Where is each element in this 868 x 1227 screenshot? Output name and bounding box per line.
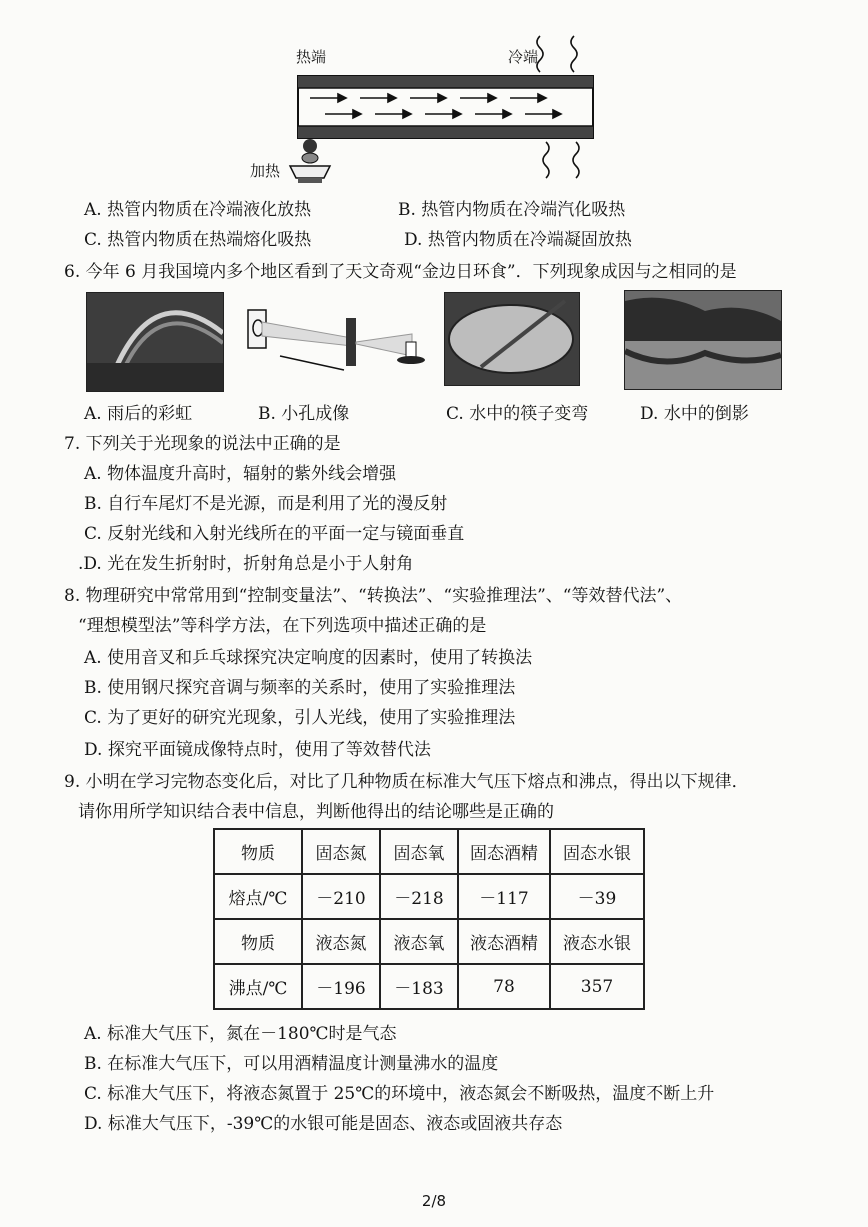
table-cell: 液态水银 [550,919,644,964]
table-cell: 357 [550,964,644,1009]
table-cell: 沸点/℃ [214,964,302,1009]
table-cell: 液态氧 [380,919,458,964]
q6-option-b: B. 小孔成像 [258,404,350,424]
heat-label: 加热 [250,162,281,180]
table-cell: 固态氧 [380,829,458,874]
pinhole-imaging-image [240,300,440,382]
q7-option-d: .D. 光在发生折射时，折射角总是小于人射角 [78,554,414,574]
q5-option-c: C. 热管内物质在热端熔化吸热 [84,230,312,250]
q6-option-a: A. 雨后的彩虹 [84,404,193,424]
q9-option-c: C. 标准大气压下，将液态氮置于 25℃的环境中，液态氮会不断吸热，温度不断上升 [84,1084,715,1104]
q8-option-b: B. 使用钢尺探究音调与频率的关系时，使用了实验推理法 [84,678,516,698]
q9-option-a: A. 标准大气压下，氮在－180℃时是气态 [84,1024,397,1044]
table-row [214,919,644,964]
q7-option-a: A. 物体温度升高时，辐射的紫外线会增强 [84,464,397,484]
table-row [214,874,644,919]
table-cell: 物质 [214,919,302,964]
q6-option-c: C. 水中的筷子变弯 [446,404,589,424]
table-row [214,829,644,874]
water-reflection-photo [624,290,782,390]
q8-option-d: D. 探究平面镜成像特点时，使用了等效替代法 [84,740,431,760]
q6-stem: 6. 今年 6 月我国境内多个地区看到了天文奇观“金边日环食”．下列现象成因与之相同的是 [64,262,737,282]
table-cell: 液态酒精 [458,919,550,964]
table-cell: 78 [458,964,550,1009]
table-row [214,964,644,1009]
rainbow-photo [86,292,224,392]
q8-stem-line2: “理想模型法”等科学方法，在下列选项中描述正确的是 [78,616,487,636]
table-cell: －196 [302,964,380,1009]
q5-option-b: B. 热管内物质在冷端汽化吸热 [398,200,626,220]
table-cell: －117 [458,874,550,919]
table-cell: 固态酒精 [458,829,550,874]
table-cell: 熔点/℃ [214,874,302,919]
q6-option-d: D. 水中的倒影 [640,404,749,424]
q8-option-a: A. 使用音叉和乒乓球探究决定响度的因素时，使用了转换法 [84,648,533,668]
table-cell: －210 [302,874,380,919]
table-cell: －183 [380,964,458,1009]
hot-end-label: 热端 [296,48,327,66]
table-cell: 固态氮 [302,829,380,874]
q7-stem: 7. 下列关于光现象的说法中正确的是 [64,434,341,454]
q8-option-c: C. 为了更好的研究光现象，引人光线，使用了实验推理法 [84,708,516,728]
q5-option-d: D. 热管内物质在冷端凝固放热 [404,230,632,250]
bent-chopstick-photo [444,292,580,386]
table-cell: 固态水银 [550,829,644,874]
q9-stem-line2: 请你用所学知识结合表中信息，判断他得出的结论哪些是正确的 [78,802,554,822]
table-cell: 液态氮 [302,919,380,964]
q7-option-b: B. 自行车尾灯不是光源，而是利用了光的漫反射 [84,494,448,514]
q9-stem-line1: 9. 小明在学习完物态变化后，对比了几种物质在标准大气压下熔点和沸点，得出以下规律． [64,772,749,792]
q8-stem-line1: 8. 物理研究中常常用到“控制变量法”、“转换法”、“实验推理法”、“等效替代法”、 [64,586,683,606]
page-number: 2/8 [421,1192,447,1210]
table-cell: 物质 [214,829,302,874]
table-cell: －39 [550,874,644,919]
table-cell: －218 [380,874,458,919]
q9-option-d: D. 标准大气压下，-39℃的水银可能是固态、液态或固液共存态 [84,1114,563,1134]
q9-option-b: B. 在标准大气压下，可以用酒精温度计测量沸水的温度 [84,1054,499,1074]
q5-option-a: A. 热管内物质在冷端液化放热 [84,200,312,220]
cold-end-label: 冷端 [508,48,539,66]
q7-option-c: C. 反射光线和入射光线所在的平面一定与镜面垂直 [84,524,465,544]
melting-boiling-table [213,828,645,1010]
